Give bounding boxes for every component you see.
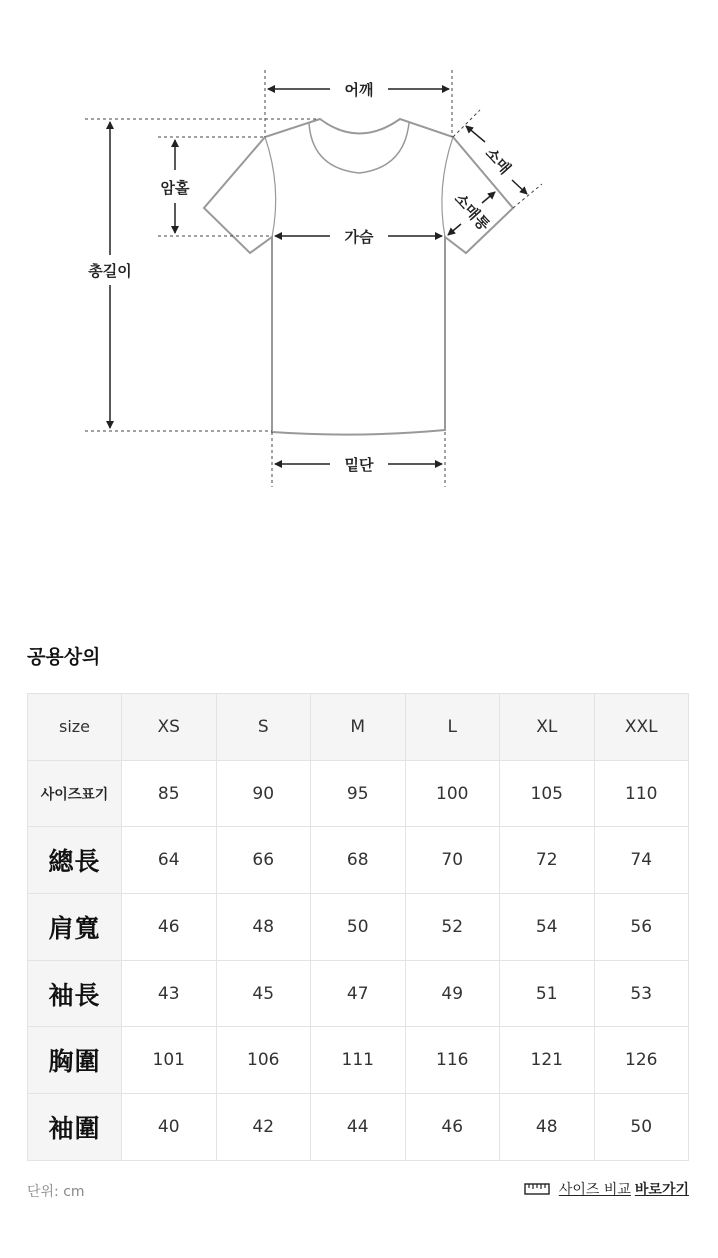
table-cell: 90 (216, 760, 311, 827)
header-cell: M (311, 694, 406, 761)
size-compare-link[interactable] (524, 1179, 689, 1199)
table-cell: 48 (500, 1094, 595, 1161)
table-cell: 100 (405, 760, 500, 827)
table-cell: 56 (594, 894, 689, 961)
table-cell: 105 (500, 760, 595, 827)
table-cell: 53 (594, 960, 689, 1027)
label-armhole: 암홀 (160, 179, 190, 197)
table-cell: 121 (500, 1027, 595, 1094)
label-sleeve: 소매 (481, 144, 515, 178)
table-cell: 85 (122, 760, 217, 827)
table-cell: 72 (500, 827, 595, 894)
header-cell: XS (122, 694, 217, 761)
table-header-row (28, 694, 689, 761)
table-row (28, 960, 689, 1027)
row-label: 總長 (28, 827, 122, 894)
tshirt-outline (204, 119, 513, 435)
table-cell: 44 (311, 1094, 406, 1161)
table-cell: 101 (122, 1027, 217, 1094)
tshirt-diagram-svg (0, 0, 718, 500)
size-table (27, 693, 689, 1161)
header-cell: size (28, 694, 122, 761)
table-cell: 48 (216, 894, 311, 961)
header-cell: XXL (594, 694, 689, 761)
label-shoulder: 어깨 (344, 81, 374, 99)
size-compare-text: 사이즈 비교 (558, 1182, 631, 1198)
table-cell: 46 (405, 1094, 500, 1161)
row-label: 胸圍 (28, 1027, 122, 1094)
section-title: 공용상의 (27, 646, 101, 668)
row-label: 袖圍 (28, 1094, 122, 1161)
header-cell: L (405, 694, 500, 761)
label-chest: 가슴 (344, 228, 374, 246)
table-cell: 106 (216, 1027, 311, 1094)
size-compare-go: 바로가기 (634, 1182, 689, 1198)
table-cell: 111 (311, 1027, 406, 1094)
table-cell: 126 (594, 1027, 689, 1094)
table-cell: 51 (500, 960, 595, 1027)
table-cell: 45 (216, 960, 311, 1027)
label-sleeve-width: 소매통 (450, 189, 494, 235)
header-cell: XL (500, 694, 595, 761)
table-cell: 116 (405, 1027, 500, 1094)
table-cell: 74 (594, 827, 689, 894)
row-label: 사이즈표기 (28, 760, 122, 827)
table-cell: 46 (122, 894, 217, 961)
table-cell: 54 (500, 894, 595, 961)
row-label: 袖長 (28, 960, 122, 1027)
table-cell: 110 (594, 760, 689, 827)
table-cell: 47 (311, 960, 406, 1027)
table-cell: 42 (216, 1094, 311, 1161)
table-cell: 40 (122, 1094, 217, 1161)
table-cell: 43 (122, 960, 217, 1027)
table-cell: 50 (311, 894, 406, 961)
table-cell: 52 (405, 894, 500, 961)
ruler-icon (524, 1182, 550, 1196)
table-row (28, 760, 689, 827)
table-row (28, 1094, 689, 1161)
table-cell: 50 (594, 1094, 689, 1161)
label-total-length: 총길이 (88, 262, 132, 280)
table-cell: 68 (311, 827, 406, 894)
table-cell: 95 (311, 760, 406, 827)
table-cell: 49 (405, 960, 500, 1027)
unit-label: 단위: cm (27, 1184, 85, 1200)
table-row (28, 894, 689, 961)
measure-arrows (110, 89, 527, 464)
tshirt-size-diagram (0, 0, 718, 500)
label-hem: 밑단 (344, 456, 374, 474)
table-row (28, 827, 689, 894)
table-cell: 64 (122, 827, 217, 894)
row-label: 肩寬 (28, 894, 122, 961)
table-cell: 66 (216, 827, 311, 894)
header-cell: S (216, 694, 311, 761)
table-cell: 70 (405, 827, 500, 894)
table-row (28, 1027, 689, 1094)
